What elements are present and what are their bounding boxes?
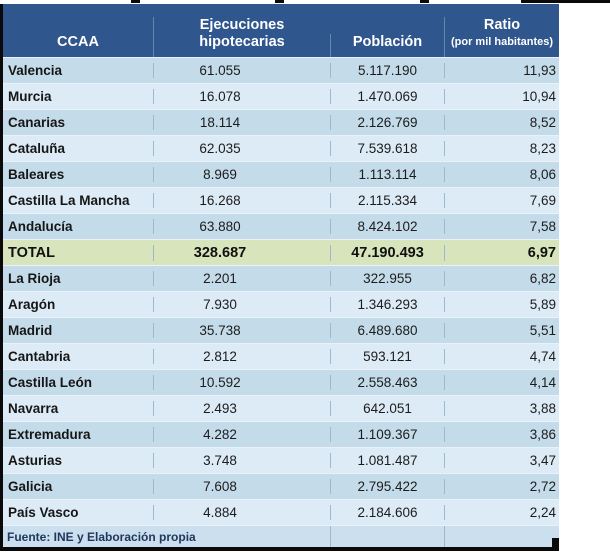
ratio-cell: 7,69 [444, 193, 559, 208]
table-row [3, 447, 559, 473]
ejecuciones-cell: 8.969 [153, 167, 330, 182]
header-ccaa [3, 34, 153, 57]
table-row [3, 343, 559, 369]
table-row [3, 499, 559, 525]
poblacion-cell: 2.558.463 [330, 375, 444, 390]
ejecuciones-cell: 16.078 [153, 89, 330, 104]
ejecuciones-cell: 35.738 [153, 323, 330, 338]
region-name-cell: Valencia [8, 63, 63, 78]
table-row [3, 187, 559, 213]
poblacion-cell: 47.190.493 [330, 245, 444, 261]
ratio-cell: 11,93 [444, 63, 559, 78]
bottom-right-corner-mark [552, 538, 559, 548]
ejecuciones-cell: 4.884 [153, 505, 330, 520]
ratio-cell: 4,14 [444, 375, 559, 390]
poblacion-cell: 642.051 [330, 401, 444, 416]
top-gridline-tick [131, 0, 140, 3]
total-row [3, 239, 559, 265]
region-name-cell: Aragón [8, 297, 56, 312]
poblacion-cell: 5.117.190 [330, 63, 444, 78]
ejecuciones-cell: 63.880 [153, 219, 330, 234]
ejecuciones-cell: 2.493 [153, 401, 330, 416]
ejecuciones-cell: 2.201 [153, 271, 330, 286]
region-name-cell: Cataluña [8, 141, 66, 156]
region-name-cell: Andalucía [8, 219, 73, 234]
table-row [3, 317, 559, 343]
table-body [3, 57, 559, 525]
ratio-cell: 5,51 [444, 323, 559, 338]
ejecuciones-cell: 61.055 [153, 63, 330, 78]
region-name-cell: Asturias [8, 453, 63, 468]
poblacion-cell: 6.489.680 [330, 323, 444, 338]
header-ejecuciones [153, 17, 330, 57]
poblacion-cell: 2.115.334 [330, 193, 444, 208]
ratio-cell: 8,23 [444, 141, 559, 156]
poblacion-cell: 2.126.769 [330, 115, 444, 130]
region-name-cell: Madrid [8, 323, 53, 338]
table-row [3, 213, 559, 239]
ejecuciones-cell: 16.268 [153, 193, 330, 208]
ratio-cell: 3,86 [444, 427, 559, 442]
top-gridline-tick [420, 0, 429, 3]
ratio-cell: 6,97 [444, 245, 559, 261]
header-ratio [444, 17, 559, 57]
region-name-cell: La Rioja [8, 271, 61, 286]
ratio-cell: 8,06 [444, 167, 559, 182]
header-ejecuciones-line2: hipotecarias [199, 34, 285, 50]
header-poblacion-label: Población [352, 34, 423, 50]
region-name-cell: TOTAL [8, 244, 55, 261]
region-name-cell: Castilla La Mancha [8, 193, 130, 208]
ratio-cell: 10,94 [444, 89, 559, 104]
poblacion-cell: 1.113.114 [330, 167, 444, 182]
ratio-cell: 3,88 [444, 401, 559, 416]
ejecuciones-cell: 4.282 [153, 427, 330, 442]
table-row [3, 395, 559, 421]
header-ccaa-label: CCAA [57, 34, 99, 50]
table-row [3, 57, 559, 83]
table-row [3, 291, 559, 317]
poblacion-cell: 1.470.069 [330, 89, 444, 104]
region-name-cell: Canarias [8, 115, 66, 130]
region-name-cell: Baleares [8, 167, 65, 182]
ejecuciones-cell: 7.608 [153, 479, 330, 494]
poblacion-cell: 7.539.618 [330, 141, 444, 156]
poblacion-cell: 8.424.102 [330, 219, 444, 234]
ratio-cell: 5,89 [444, 297, 559, 312]
header-ratio-line2: (por mil habitantes) [450, 36, 554, 48]
poblacion-cell: 2.795.422 [330, 479, 444, 494]
ratio-cell: 3,47 [444, 453, 559, 468]
ratio-cell: 2,72 [444, 479, 559, 494]
ejecuciones-cell: 10.592 [153, 375, 330, 390]
ejecuciones-cell: 18.114 [153, 115, 330, 130]
ratio-cell: 6,82 [444, 271, 559, 286]
region-name-cell: Navarra [8, 401, 59, 416]
table-row [3, 369, 559, 395]
poblacion-cell: 1.346.293 [330, 297, 444, 312]
region-name-cell: País Vasco [8, 505, 79, 520]
region-name-cell: Cantabria [8, 349, 71, 364]
ejecuciones-cell: 3.748 [153, 453, 330, 468]
poblacion-cell: 593.121 [330, 349, 444, 364]
poblacion-cell: 322.955 [330, 271, 444, 286]
table-row [3, 83, 559, 109]
header-ejecuciones-line1: Ejecuciones [199, 17, 285, 33]
table-row [3, 135, 559, 161]
table-header-row [3, 4, 559, 57]
table-footer-row [3, 525, 559, 547]
header-ratio-line1: Ratio [483, 17, 521, 33]
ejecuciones-cell: 328.687 [153, 245, 330, 261]
top-border-segment [521, 0, 610, 3]
ccaa-foreclosures-table [3, 4, 559, 547]
ejecuciones-cell: 62.035 [153, 141, 330, 156]
source-note: Fuente: INE y Elaboración propia [7, 529, 196, 544]
region-name-cell: Extremadura [8, 427, 91, 442]
ratio-cell: 7,58 [444, 219, 559, 234]
top-gridline-tick [275, 0, 284, 3]
table-row [3, 109, 559, 135]
ratio-cell: 2,24 [444, 505, 559, 520]
table-row [3, 161, 559, 187]
ejecuciones-cell: 2.812 [153, 349, 330, 364]
ejecuciones-cell: 7.930 [153, 297, 330, 312]
poblacion-cell: 2.184.606 [330, 505, 444, 520]
table-row [3, 473, 559, 499]
ratio-cell: 4,74 [444, 349, 559, 364]
table-row [3, 265, 559, 291]
ratio-cell: 8,52 [444, 115, 559, 130]
region-name-cell: Galicia [8, 479, 53, 494]
footer-empty-cell [444, 526, 559, 547]
footer-empty-cell [330, 526, 444, 547]
header-poblacion [330, 34, 444, 57]
poblacion-cell: 1.109.367 [330, 427, 444, 442]
table-row [3, 421, 559, 447]
poblacion-cell: 1.081.487 [330, 453, 444, 468]
region-name-cell: Castilla León [8, 375, 93, 390]
region-name-cell: Murcia [8, 89, 52, 104]
table-bottom-border [0, 547, 559, 551]
